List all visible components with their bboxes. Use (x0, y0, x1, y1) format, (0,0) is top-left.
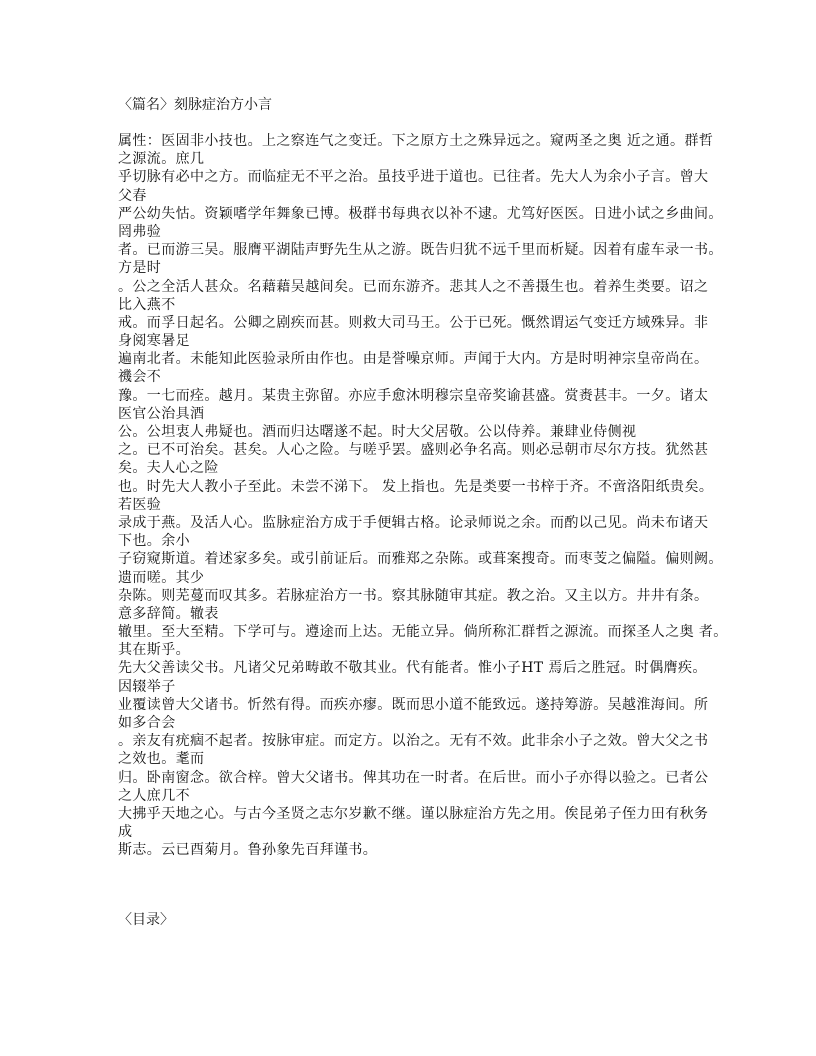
text-line: 辙里。至大至精。下学可与。遵途而上达。无能立异。倘所称汇群哲之源流。而探圣人之奥 者。 (118, 624, 728, 641)
toc-heading: 〈目录〉 (118, 912, 174, 928)
text-line: 杂陈。则芜蔓而叹其多。若脉症治方一书。察其脉随审其症。教之治。又主以方。井井有条。 (118, 587, 709, 604)
text-line: 遍南北者。未能知此医验录所由作也。由是誉噪京师。声闻于大内。方是时明神宗皇帝尚在。 (118, 351, 709, 368)
text-line: 如多合会 (118, 715, 176, 731)
text-line: 意多辞简。辙表 (118, 605, 219, 622)
text-line: 者。已而游三吴。服膺平湖陆声野先生从之游。既告归犹不远千里而析疑。因着有虚车录一书。 (118, 242, 723, 259)
text-line: 医官公治具酒 (118, 405, 205, 422)
preface-body (118, 132, 728, 860)
text-line: 。亲友有疣痼不起者。按脉审症。而定方。以治之。无有不效。此非余小子之效。曾大父之书 (118, 733, 709, 750)
text-line: 斯志。云已酉菊月。鲁孙象先百拜谨书。 (118, 842, 378, 859)
text-line: 比入燕不 (118, 296, 176, 313)
text-line: 先大父善读父书。凡诸父兄弟畴敢不敬其业。代有能者。惟小子HT 焉后之胜冠。时偶膺疾。 (118, 660, 707, 677)
text-line: 之。已不可治矣。甚矣。人心之险。与嗟乎罢。盛则必争名高。则必忌朝市尽尔方技。犹然甚 (118, 442, 709, 459)
text-line: 其在斯乎。 (118, 642, 190, 659)
text-line: 大拂乎天地之心。与古今圣贤之志尔岁歉不继。谨以脉症治方先之用。俟昆弟子侄力田有秋务 (118, 805, 709, 822)
text-line: 父春 (118, 187, 147, 204)
text-line: 严公幼失怙。资颖嗜学年舞象已博。极群书每典衣以补不逮。尤笃好医医。日进小试之乡曲间。 (118, 205, 723, 222)
text-line: 。公之全活人甚众。名藉藉吴越间矣。已而东游齐。悲其人之不善摄生也。着养生类要。诏之 (118, 278, 709, 295)
text-line: 身阅寒暑足 (118, 333, 190, 350)
text-line: 子窃窥斯道。着述家多矣。或引前证后。而雅郑之杂陈。或葺案搜奇。而枣芰之偏隘。偏则阙。 (118, 551, 723, 568)
text-line: 禨会不 (118, 369, 162, 386)
text-line: 之效也。耄而 (118, 751, 205, 768)
text-line: 公。公坦衷人弗疑也。酒而归达曙遂不起。时大父居敬。公以侍养。兼肆业侍侧视 (118, 424, 637, 440)
text-line: 也。时先大人教小子至此。未尝不涕下。 发上指也。先是类要一书梓于齐。不啻洛阳纸贵矣。 (118, 478, 714, 495)
text-line: 遗而嗟。其少 (118, 569, 205, 586)
text-line: 罔弗验 (118, 223, 162, 240)
text-line: 因辍举子 (118, 678, 176, 695)
text-line: 之人庶几不 (118, 787, 190, 804)
text-line: 戒。而孚日起名。公卿之剧疾而甚。则救大司马王。公于已死。慨然谓运气变迁方域殊异。非 (118, 314, 709, 331)
text-line: 乎切脉有必中之方。而临症无不平之治。虽技乎进于道也。已往者。先大人为余小子言。曾大 (118, 169, 709, 186)
text-line: 属性：医固非小技也。上之察连气之变迁。下之原方土之殊异远之。窥两圣之奥 近之通。群哲 (118, 133, 714, 149)
text-line: 下也。余小 (118, 533, 190, 550)
text-line: 矣。夫人心之险 (118, 460, 219, 477)
text-line: 成 (118, 824, 133, 841)
text-line: 若医验 (118, 496, 162, 513)
section-title: 〈篇名〉刻脉症治方小言 (118, 97, 272, 113)
text-line: 录成于燕。及活人心。监脉症治方成于手便辑古格。论录师说之余。而酌以己见。尚未布诸天 (118, 514, 709, 531)
text-line: 归。卧南窗念。欲合梓。曾大父诸书。俾其功在一时者。在后世。而小子亦得以验之。已者公 (118, 769, 709, 786)
text-line: 业覆读曾大父诸书。忻然有得。而疾亦瘳。既而思小道不能致远。遂持筹游。吴越淮海间。所 (118, 696, 709, 713)
text-line: 方是时 (118, 260, 162, 277)
text-line: 豫。一七而痊。越月。某贵主弥留。亦应手愈沐明穆宗皇帝奖谕甚盛。赏赉甚丰。一夕。诸太 (118, 387, 709, 404)
text-line: 之源流。庶几 (118, 151, 205, 168)
